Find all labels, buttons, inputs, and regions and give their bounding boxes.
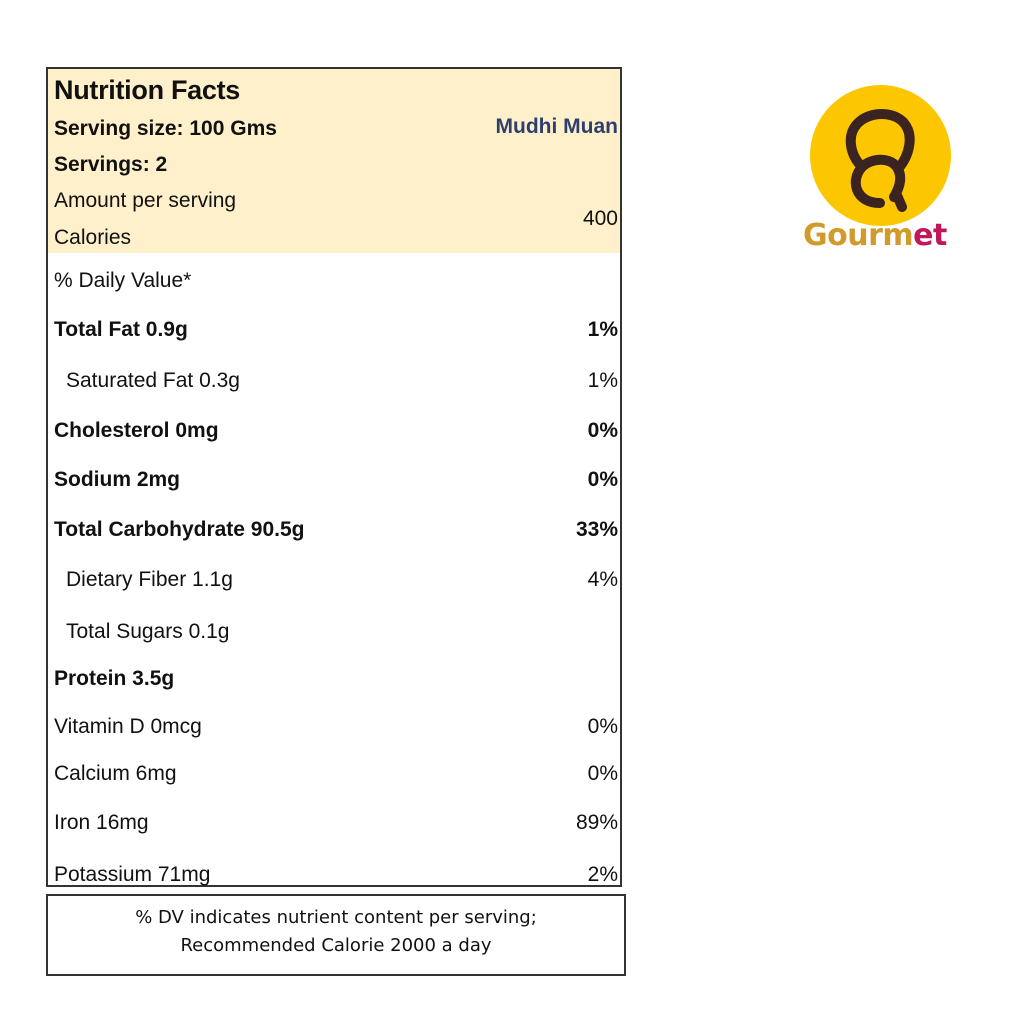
brand-main: Gourm (803, 218, 914, 253)
nutrient-row-vitamin-d (48, 715, 620, 745)
nutrient-name: Potassium 71mg (54, 863, 211, 886)
product-name: Mudhi Muan (495, 115, 618, 138)
nutrient-name: Iron 16mg (54, 811, 149, 834)
label-header (48, 69, 620, 253)
nutrient-row-total-carbohydrate (48, 518, 620, 548)
servings: Servings: 2 (54, 153, 168, 176)
nutrient-name: Sodium 2mg (54, 468, 181, 491)
footer-line-2: Recommended Calorie 2000 a day (180, 935, 492, 956)
label-footer-note (46, 894, 626, 976)
nutrient-name: Dietary Fiber 1.1g (66, 568, 233, 591)
nutrient-name: Total Sugars 0.1g (66, 620, 230, 643)
nutrient-pct: 2% (587, 863, 618, 886)
nutrient-pct: 0% (587, 715, 618, 738)
nutrient-pct: 33% (575, 518, 618, 541)
brand-name (803, 218, 947, 253)
footer-line-1: % DV indicates nutrient content per serving; (135, 907, 537, 928)
nutrient-name: Total Carbohydrate 90.5g (54, 518, 305, 541)
nutrient-row-iron (48, 811, 620, 841)
gourmet-logo-icon (810, 85, 951, 226)
nutrient-name: Protein 3.5g (54, 667, 175, 690)
nutrient-pct: 0% (587, 419, 618, 442)
brand-accent: et (913, 218, 947, 253)
nutrient-pct: 1% (587, 318, 618, 341)
daily-value-header: % Daily Value* (54, 269, 192, 292)
nutrient-row-total-sugars (48, 620, 620, 650)
nutrient-name: Calcium 6mg (54, 762, 177, 785)
amount-per-serving: Amount per serving (54, 189, 237, 212)
nutrient-name: Cholesterol 0mg (54, 419, 219, 442)
calories-value: 400 (582, 207, 618, 230)
nutrient-row-sodium (48, 468, 620, 498)
nutrient-name: Total Fat 0.9g (54, 318, 188, 341)
nutrient-name: Saturated Fat 0.3g (66, 369, 240, 392)
nutrient-pct: 1% (587, 369, 618, 392)
nutrient-pct: 0% (587, 468, 618, 491)
serving-size: Serving size: 100 Gms (54, 117, 277, 140)
nutrient-row-total-fat (48, 318, 620, 348)
nutrient-row-saturated-fat (48, 369, 620, 399)
nutrient-row-calcium (48, 762, 620, 792)
nutrient-row-dietary-fiber (48, 568, 620, 598)
nutrient-row-potassium (48, 863, 620, 893)
calories-label: Calories (54, 226, 132, 249)
label-title: Nutrition Facts (54, 75, 241, 105)
nutrient-pct: 0% (587, 762, 618, 785)
nutrient-pct: 4% (587, 568, 618, 591)
nutrient-pct: 89% (575, 811, 618, 834)
nutrient-row-cholesterol (48, 419, 620, 449)
nutrient-name: Vitamin D 0mcg (54, 715, 202, 738)
nutrition-label (46, 67, 622, 887)
nutrient-row-protein (48, 667, 620, 697)
